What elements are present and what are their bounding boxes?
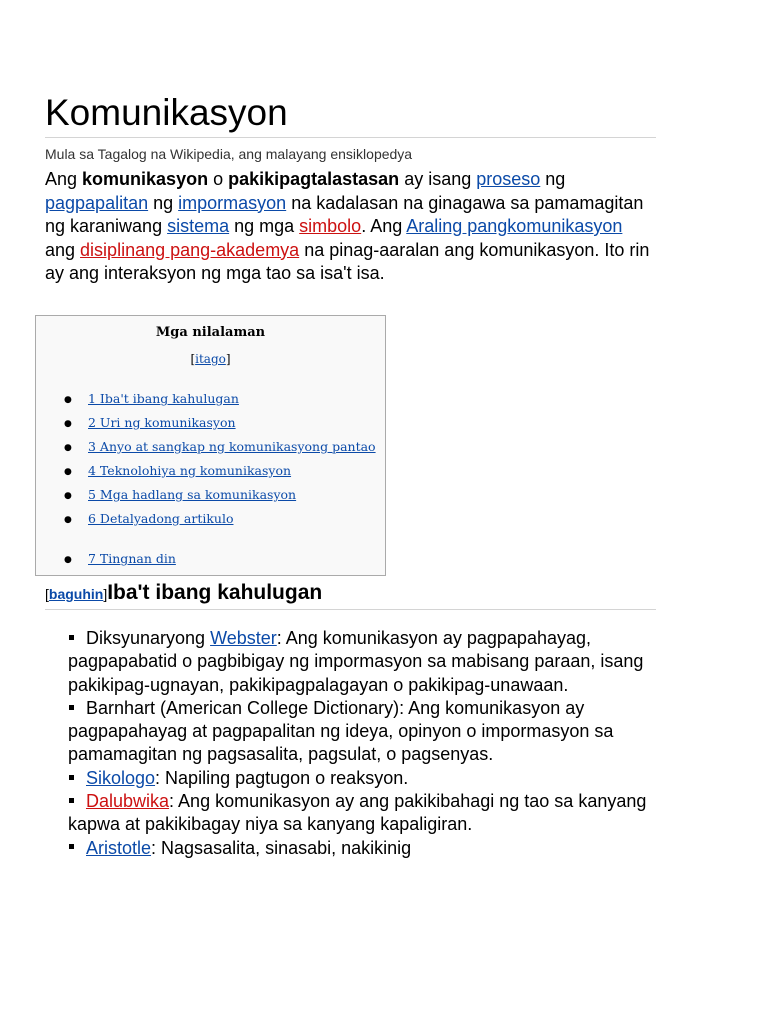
toc-item xyxy=(64,438,376,457)
edit-bracket: [ xyxy=(45,586,49,602)
intro-bold-term: pakikipagtalastasan xyxy=(228,169,400,189)
link-impormasyon[interactable]: impormasyon xyxy=(178,192,287,213)
list-item xyxy=(68,627,653,697)
definition-text: : Napiling pagtugon o reaksyon. xyxy=(155,767,409,788)
section-divider xyxy=(45,609,656,610)
toc-item xyxy=(64,550,176,569)
definition-text: : Ang komunikasyon ay ang pakikibahagi ng tao sa kanyang kapwa at pakikibagay niya sa kanyang kapaligiran. xyxy=(68,791,647,835)
definition-text: : Nagsasalita, sinasabi, nakikinig xyxy=(151,837,412,858)
intro-text: na kadalasan na ginagawa sa pamamagitan ng karaniwang xyxy=(45,192,644,236)
link-proseso[interactable]: proseso xyxy=(476,169,541,189)
edit-section-link[interactable]: baguhin xyxy=(48,586,104,602)
bullet-icon: ● xyxy=(64,491,72,501)
square-bullet-icon xyxy=(69,635,74,640)
link-simbolo[interactable]: simbolo xyxy=(299,216,362,236)
toc-link[interactable]: 3 Anyo at sangkap ng komunikasyong pantao xyxy=(88,439,376,454)
toc-toggle-bracket: ] xyxy=(225,352,231,366)
definitions-list xyxy=(68,627,653,860)
bullet-icon: ● xyxy=(64,395,72,405)
intro-text: . Ang xyxy=(361,216,407,236)
link-sikologo[interactable]: Sikologo xyxy=(86,767,156,788)
definition-text: Barnhart (American College Dictionary): Ang komunikasyon ay pagpapahayag at pagpapalitan ng ideya, opinyon o impormasyon sa pamamagitan ng pagsasalita, pagsulat, o pagsenyas. xyxy=(68,697,614,765)
definition-prefix: Diksyunaryong xyxy=(86,628,211,648)
list-item xyxy=(68,837,653,860)
link-araling-pangkomunikasyon[interactable]: Araling pangkomunikasyon xyxy=(406,216,623,236)
toc-link[interactable]: 1 Iba't ibang kahulugan xyxy=(88,391,239,406)
square-bullet-icon xyxy=(69,844,74,849)
toc-item xyxy=(64,510,233,529)
edit-section xyxy=(45,586,107,602)
list-item xyxy=(68,767,653,790)
toc-title: Mga nilalaman xyxy=(155,325,266,340)
intro-text: ng xyxy=(148,192,179,213)
link-pagpapalitan[interactable]: pagpapalitan xyxy=(45,192,149,213)
intro-text: o xyxy=(208,169,229,189)
toc-toggle-bracket: [ xyxy=(190,352,196,366)
site-subtitle: Mula sa Tagalog na Wikipedia, ang malayang ensiklopedya xyxy=(45,146,413,162)
link-dalubwika[interactable]: Dalubwika xyxy=(86,791,170,812)
section-heading-text: Iba't ibang kahulugan xyxy=(107,581,323,604)
table-of-contents xyxy=(35,315,386,576)
edit-bracket: ] xyxy=(103,586,108,602)
page-title: Komunikasyon xyxy=(45,92,288,133)
toc-item xyxy=(64,414,236,433)
intro-bold-term: komunikasyon xyxy=(82,169,209,189)
intro-text: ay isang xyxy=(399,169,477,189)
toc-link[interactable]: 2 Uri ng komunikasyon xyxy=(88,415,236,430)
intro-text: na pinag-aaralan ang komunikasyon. Ito rin ay ang interaksyon ng mga tao sa isa't isa. xyxy=(45,239,650,283)
list-item xyxy=(68,697,653,767)
square-bullet-icon xyxy=(69,798,74,803)
toc-link[interactable]: 5 Mga hadlang sa komunikasyon xyxy=(88,487,297,502)
toc-hide-link[interactable]: itago xyxy=(195,352,226,366)
link-sistema[interactable]: sistema xyxy=(167,216,230,236)
intro-text: Ang xyxy=(45,169,83,189)
intro-paragraph xyxy=(45,168,657,286)
toc-link[interactable]: 7 Tingnan din xyxy=(88,551,176,566)
intro-text: ng mga xyxy=(229,216,300,236)
toc-item xyxy=(64,390,239,409)
square-bullet-icon xyxy=(69,705,74,710)
link-aristotle[interactable]: Aristotle xyxy=(86,837,152,858)
link-disiplinang-pang-akademya[interactable]: disiplinang pang-akademya xyxy=(80,239,300,260)
definition-text: : Ang komunikasyon ay pagpapahayag, pagpapabatid o pagbibigay ng impormasyon sa mabisang paraan, isang pakikipag-ugnayan, pakikipagpalagayan o pakikipag-unawaan. xyxy=(68,628,644,695)
bullet-icon: ● xyxy=(64,443,72,453)
bullet-icon: ● xyxy=(64,515,72,525)
bullet-icon: ● xyxy=(64,419,72,429)
intro-text: ang xyxy=(45,239,81,260)
toc-link[interactable]: 4 Teknolohiya ng komunikasyon xyxy=(88,463,292,478)
list-item xyxy=(68,790,653,837)
square-bullet-icon xyxy=(69,775,74,780)
bullet-icon: ● xyxy=(64,467,72,477)
section-heading xyxy=(45,579,322,608)
toc-toggle xyxy=(36,350,385,368)
toc-link[interactable]: 6 Detalyadong artikulo xyxy=(88,511,234,526)
title-divider xyxy=(45,137,656,138)
link-webster[interactable]: Webster xyxy=(210,628,277,648)
bullet-icon: ● xyxy=(64,555,72,565)
intro-text: ng xyxy=(540,169,566,189)
toc-item xyxy=(64,486,296,505)
toc-item xyxy=(64,462,291,481)
